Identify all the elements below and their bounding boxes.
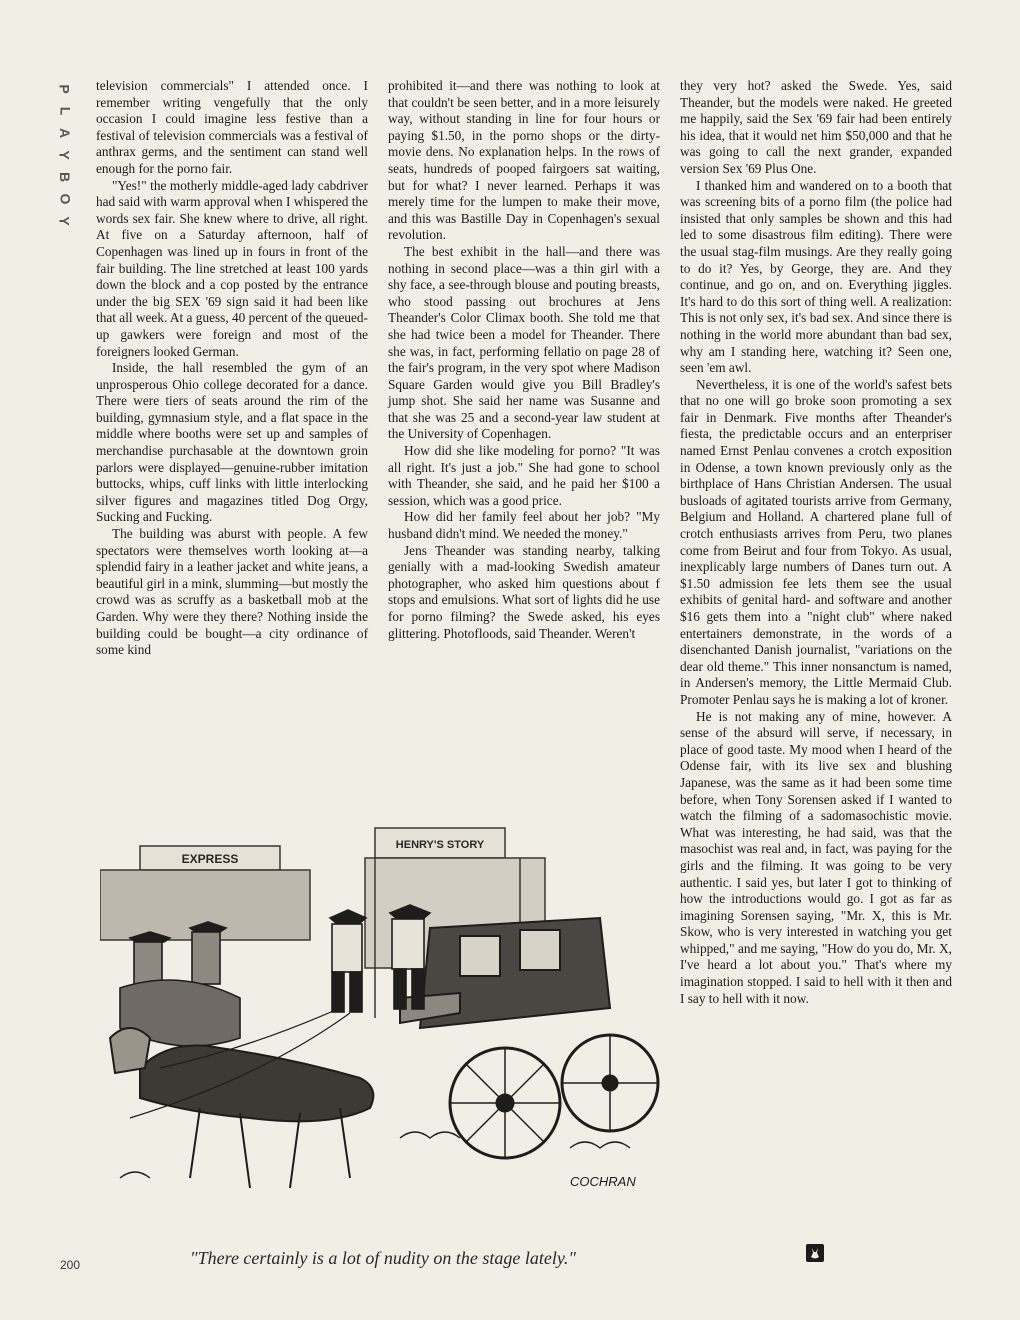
- paragraph: How did she like modeling for porno? "It was all right. It's just a job." She had gone to school with Theander, she said, and he paid her $100 a session, which was a good price.: [388, 443, 660, 508]
- cartoonist-signature: COCHRAN: [570, 1174, 636, 1189]
- paragraph: Jens Theander was standing nearby, talking genially with a mad-looking Swedish amateur photographer, who asked him questions about f stops and emulsions. What sort of lights did he use for porno filming? the Swede asked, his eyes glittering. Photofloods, said Theander. Weren't: [388, 542, 660, 641]
- paragraph: "Yes!" the motherly middle-aged lady cabdriver had said with warm approval when I whispered the words sex fair. She knew where to drive, all right. At five on a Saturday afternoon, half of Copenhagen was lined up in fours in front of the fair building. The line stretched at least 100 yards down the block and a cop posted by the entrance under the big SEX '69 sign said it had been like that all week. At a guess, 40 percent of the queued-up gawkers were foreign and most of the foreigners looked German.: [96, 177, 368, 359]
- text-column-1: [96, 78, 368, 659]
- running-head: [54, 78, 76, 232]
- text-column-3: [680, 78, 952, 1253]
- paragraph: The best exhibit in the hall—and there was nothing in second place—was a thin girl with a shy face, a see-through blouse and pouting breasts, who stood passing out brochures at Jens Theander's Color Climax booth. She told me that she had twice been a model for Theander. There she was, in fact, performing fellatio on page 28 of the fair's program, in the very spot where Madison Square Garden would give you Bill Bradley's jump shot. She said her name was Susanne and that she was 25 and a second-year law student at the University of Copenhagen.: [388, 243, 660, 442]
- running-head-letter: L: [57, 106, 73, 116]
- running-head-letter: O: [56, 193, 73, 205]
- store-sign: HENRY'S STORY: [395, 839, 485, 851]
- page-number: 200: [60, 1258, 81, 1272]
- paragraph: How did her family feel about her job? "My husband didn't mind. We needed the money.": [388, 509, 660, 542]
- paragraph: television commercials" I attended once. I remember writing vengefully that the only occasion I could imagine less festive than a festival of television commercials was a festival of anthrax germs, and the sentiment can stand well enough for the porno fair.: [96, 78, 368, 176]
- cartoon-caption: "There certainly is a lot of nudity on the stage lately.": [190, 1248, 576, 1268]
- paragraph: they very hot? asked the Swede. Yes, said Theander, but the models were naked. He greeted me happily, said the Sex '69 fair had been entirely his idea, that it would net him $50,000 and that he was going to call the next grander, expanded version Sex '69 Plus One.: [680, 78, 952, 176]
- stagecoach-cartoon: [100, 818, 666, 1236]
- paragraph: I thanked him and wandered on to a booth that was screening bits of a porno film (the police had insisted that only samples be shown and this had led to some disastrous film editing). There were the usual stag-film musings. Are they really going to do it? Yes, by George, they are. And they continue, and go on, and on. Everything jiggles. It's hard to do this sort of thing well. A realization: This is not only sex, it's bad sex. And since there is nothing in the world more abundant than bad sex, why am I standing here, watching it? Seen one, seen 'em awl.: [680, 177, 952, 376]
- rabbit-head-end-mark-icon: [806, 1244, 824, 1262]
- paragraph: The building was aburst with people. A few spectators were themselves worth looking at—a splendid fairy in a leather jacket and white jeans, a beautiful girl in a mink, slumming—but mostly the crowd was as scruffy as a basketball mob at the Garden. Why were they there? Nothing inside the building could be bought—a city ordinance of some kind: [96, 526, 368, 658]
- paragraph: Inside, the hall resembled the gym of an unprosperous Ohio college decorated for a dance. There were tiers of seats around the rim of the building, gymnasium style, and a flat space in the middle where booths were set up and samples of merchandise purchasable at the downtown groin parlors were displayed—genuine-rubber imitation buttocks, whips, cuff links with little interlocking silver figures and magazines titled Dog Orgy, Sucking and Fucking.: [96, 360, 368, 525]
- paragraph: Nevertheless, it is one of the world's safest bets that no one will go broke soon promoting a sex fair in Denmark. Five months after Theander's fiesta, the predictable occurs and an enterpriser named Ernst Penlau convenes a crotch exposition in Odense, a town known previously only as the birthplace of Hans Christian Andersen. The usual busloads of agitated tourists arrive from Germany, Belgium and Holland. A chartered plane full of crotch enthusiasts arrives from Peru, two planes come from Beirut and four from Tokyo. As usual, inexplicably large numbers of Danes turn out. A $1.50 admission fee lets them see the usual exhibits of genital hard- and software and another $16 gets them into a "night club" where naked entertainers demonstrate, in the words of a disenchanted Danish journalist, "variations on the dear old theme." This inner nonsanctum is named, in Andersen's memory, the Little Mermaid Club. Promoter Penlau says he is making a lot of kroner.: [680, 376, 952, 707]
- paragraph: prohibited it—and there was nothing to look at that couldn't be seen better, and in a more leisurely way, without standing in line for four hours or paying $1.50, in the porno shops or the dirty-movie dens. No explanation helps. In the rows of seats, hundreds of pooped fairgoers sat waiting, but for what? I never learned. Perhaps it was merely time for the lumpen to make their move, and this was Bastille Day in Copenhagen's sexual revolution.: [388, 78, 660, 243]
- running-head-letter: P: [57, 84, 73, 94]
- running-head-letter: Y: [57, 150, 73, 160]
- running-head-letter: B: [57, 171, 73, 183]
- express-sign: EXPRESS: [181, 852, 239, 866]
- paragraph: He is not making any of mine, however. A sense of the absurd will serve, if necessary, in place of good taste. My mood when I heard of the Odense fair, with its live sex and blushing Japanese, was the same as it had been some time before, when Tony Sorensen asked if I wanted to watch the filming of a sadomasochistic movie. What was interesting, he had said, was that the masochist was real and, in fact, was paying for the girls and the filming. It was going to be very authentic. I said yes, but later I got to thinking of how the introductions would go. I got as far as imagining Sorensen saying, "Mr. X, this is Mr. Skow, who is very interested in watching you get whipped," and me saying, "How do you do, Mr. X, I've heard a lot about you." That's where my imagination stopped. I said to hell with it then and I say to hell with it now.: [680, 708, 952, 1006]
- running-head-letter: A: [57, 127, 73, 139]
- running-head-letter: Y: [57, 216, 73, 226]
- text-column-2: [388, 78, 660, 642]
